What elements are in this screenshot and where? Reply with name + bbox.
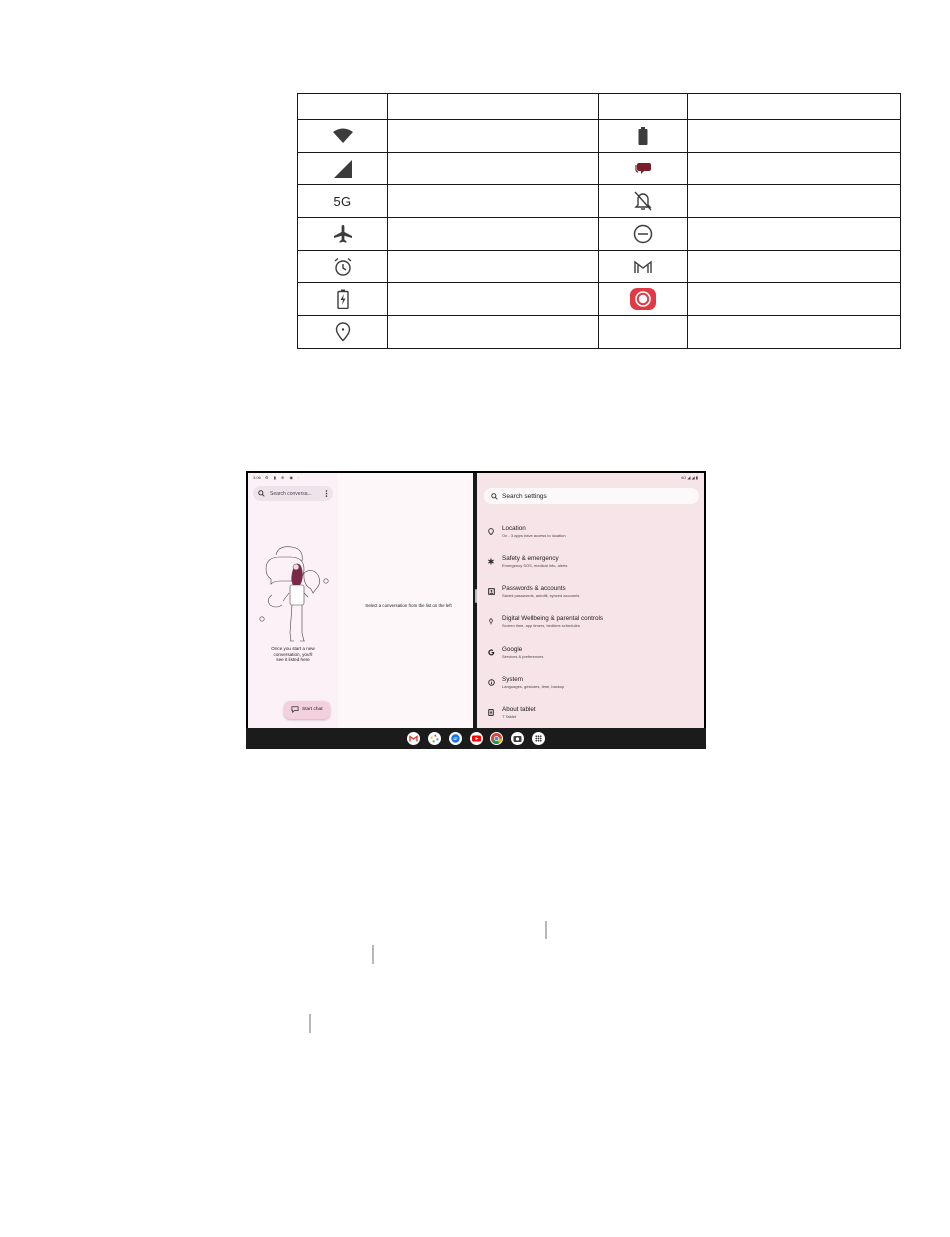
table-cell [688,185,901,218]
settings-item-subtitle: Languages, gestures, time, backup [502,684,565,689]
photos-icon[interactable] [428,732,441,745]
table-icon-cell [298,185,388,218]
settings-item-location[interactable] [477,523,704,551]
table-header-cell [688,94,901,120]
battery-full-icon [637,127,649,145]
signal-battery-icons: ◢ ◢ ▮ [687,475,698,480]
messages-pane [248,473,473,728]
table-cell [388,283,599,316]
alarm-icon [333,257,353,277]
start-chat-button[interactable] [284,701,330,719]
table-row [298,120,901,153]
table-cell [688,250,901,283]
network-label: 4G [680,475,687,480]
location-pin-icon [488,528,494,535]
settings-item-title: Passwords & accounts [502,585,566,592]
tablet-icon [488,709,494,716]
table-icon-cell [599,283,688,316]
settings-item-title: About tablet [502,706,536,713]
table-cell [388,316,599,349]
google-g-icon [488,649,495,656]
text-cursor-mark [545,921,547,939]
table-row [298,152,901,185]
five-g-icon: 5G [333,193,352,209]
text-cursor-mark [372,945,374,964]
table-icon-cell [599,250,688,283]
settings-search-placeholder: Search settings [502,492,547,500]
do-not-disturb-icon [633,224,653,244]
messages-notification-icon [635,162,651,176]
table-icon-cell [298,316,388,349]
empty-state-illustration [256,545,332,645]
search-icon [258,490,265,497]
settings-item-title: Google [502,646,523,653]
table-cell [688,283,901,316]
table-row [298,250,901,283]
cell-signal-icon [334,160,352,178]
gmail-icon[interactable] [407,732,420,745]
table-icon-cell [599,185,688,218]
table-header-row [298,94,901,120]
wifi-icon [333,128,353,144]
table-cell [388,185,599,218]
table-cell [688,218,901,251]
settings-item-google[interactable] [477,644,704,672]
table-icon-cell [298,120,388,153]
settings-search-bar[interactable] [484,488,699,504]
table-cell [688,152,901,185]
settings-item-title: Safety & emergency [502,555,559,562]
settings-item-subtitle: Saved passwords, autofill, synced accounts [502,593,580,598]
chrome-icon[interactable] [490,732,503,745]
messages-icon[interactable] [449,732,462,745]
screen-record-icon [630,288,656,310]
settings-item-safety[interactable] [477,553,704,581]
table-row [298,283,901,316]
info-icon [488,679,495,686]
table-icon-cell [599,152,688,185]
settings-item-title: System [502,676,523,683]
table-icon-cell [599,120,688,153]
table-icon-cell [599,218,688,251]
settings-item-subtitle: Screen time, app timers, bedtime schedules [502,623,580,628]
select-conversation-prompt: Select a conversation from the list on the left [365,603,452,608]
status-bar-right [681,475,698,480]
table-header-cell [298,94,388,120]
start-chat-label: Start chat [302,707,323,712]
table-row [298,218,901,251]
text-cursor-mark [309,1014,311,1033]
notifications-off-icon [634,191,652,211]
battery-charging-icon [337,289,349,309]
status-bar-left [253,475,301,480]
status-time: 3:06 [253,475,261,480]
gmail-icon [634,260,652,274]
settings-item-system[interactable] [477,674,704,702]
conversation-search-bar[interactable] [253,486,333,501]
conversation-list-pane [248,473,338,728]
table-cell [388,250,599,283]
settings-item-subtitle: Services & preferences [502,654,544,659]
table-cell [388,218,599,251]
settings-item-title: Digital Wellbeing & parental controls [502,615,604,622]
table-row [298,316,901,349]
table-cell [388,120,599,153]
location-icon [335,322,351,342]
settings-item-subtitle: T Tablet [502,714,517,719]
table-icon-cell [298,152,388,185]
account-box-icon [488,588,495,595]
youtube-icon[interactable] [470,732,483,745]
search-icon [491,493,498,500]
status-icon-table [297,93,901,349]
table-icon-cell [298,250,388,283]
empty-state-line: Once you start a new [271,646,315,651]
table-cell [388,152,599,185]
wellbeing-icon [488,618,494,625]
table-icon-cell [298,218,388,251]
camera-icon[interactable] [511,732,524,745]
table-header-cell [599,94,688,120]
settings-item-title: Location [502,525,526,532]
table-icon-cell [298,283,388,316]
table-cell [688,120,901,153]
status-notification-icons: ⚙ ▮ ⊕ ◉ · [261,475,302,480]
settings-pane [477,473,704,728]
empty-state-text [258,646,328,663]
conversation-search-placeholder: Search conversa... [270,491,312,497]
more-vert-icon[interactable] [325,490,328,497]
empty-state-line: see it listed here [276,657,310,663]
tablet-screenshot [246,471,706,749]
table-icon-cell [599,316,688,349]
taskbar [246,728,706,749]
empty-state-line: conversation, you'll [273,651,313,657]
asterisk-icon [488,558,494,565]
settings-item-passwords[interactable] [477,583,704,611]
app-drawer-icon[interactable] [532,732,545,745]
settings-item-subtitle: Emergency SOS, medical info, alerts [502,563,568,568]
airplane-mode-icon [333,224,353,244]
table-cell [688,316,901,349]
table-row [298,185,901,218]
settings-item-subtitle: On - 3 apps have access to location [502,533,566,538]
chat-icon [291,706,299,713]
table-header-cell [388,94,599,120]
settings-item-wellbeing[interactable] [477,613,704,641]
